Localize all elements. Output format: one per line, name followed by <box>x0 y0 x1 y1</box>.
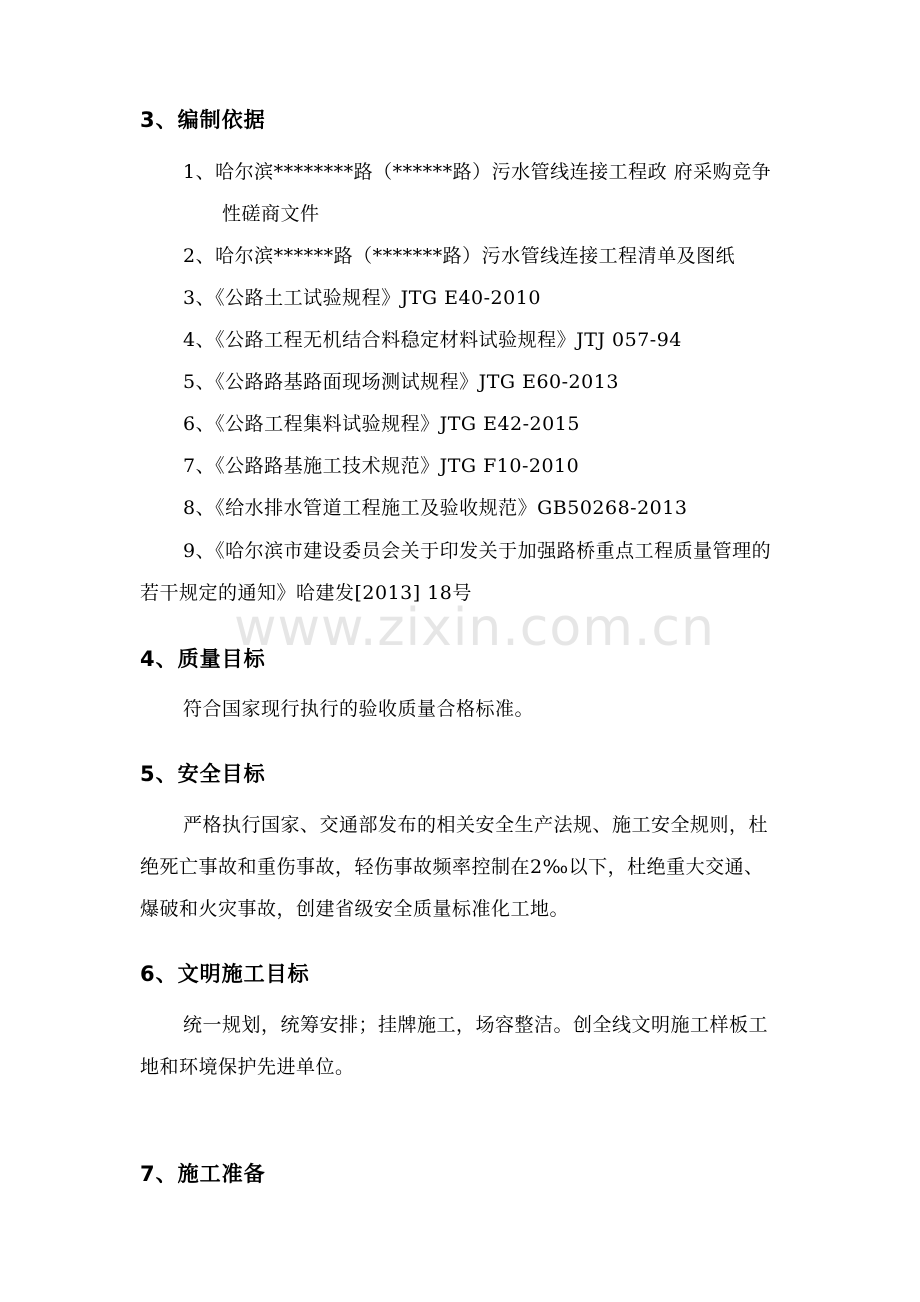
watermark: www.zixin.com.cn <box>234 598 715 658</box>
safety-text-line-3: 爆破和火灾事故，创建省级安全质量标准化工地。 <box>140 898 570 920</box>
section-heading-safety: 5、安全目标 <box>140 762 266 786</box>
basis-item-3: 3、《公路土工试验规程》JTG E40-2010 <box>183 287 541 309</box>
civilized-text-line-1: 统一规划，统筹安排；挂牌施工，场容整洁。创全线文明施工样板工 <box>183 1014 769 1036</box>
basis-item-5: 5、《公路路基路面现场测试规程》JTG E60-2013 <box>183 371 619 393</box>
safety-text-line-2: 绝死亡事故和重伤事故，轻伤事故频率控制在2‰以下，杜绝重大交通、 <box>140 856 764 878</box>
basis-item-7: 7、《公路路基施工技术规范》JTG F10-2010 <box>183 455 580 477</box>
basis-item-6: 6、《公路工程集料试验规程》JTG E42-2015 <box>183 413 580 435</box>
basis-item-1: 1、哈尔滨********路（******路）污水管线连接工程政 府采购竞争 <box>183 161 772 183</box>
section-heading-civilized: 6、文明施工目标 <box>140 962 310 986</box>
basis-item-8: 8、《给水排水管道工程施工及验收规范》GB50268-2013 <box>183 497 688 519</box>
section-heading-preparation: 7、施工准备 <box>140 1162 266 1186</box>
basis-item-9: 9、《哈尔滨市建设委员会关于印发关于加强路桥重点工程质量管理的 <box>183 540 772 562</box>
civilized-text-line-2: 地和环境保护先进单位。 <box>140 1056 355 1078</box>
basis-item-4: 4、《公路工程无机结合料稳定材料试验规程》JTJ 057-94 <box>183 329 682 351</box>
basis-item-2: 2、哈尔滨******路（*******路）污水管线连接工程清单及图纸 <box>183 245 736 267</box>
section-heading-basis: 3、编制依据 <box>140 108 266 132</box>
section-heading-quality: 4、质量目标 <box>140 647 266 671</box>
basis-item-1-continued: 性磋商文件 <box>222 203 320 225</box>
basis-item-9-continued: 若干规定的通知》哈建发[2013] 18号 <box>140 582 472 604</box>
safety-text-line-1: 严格执行国家、交通部发布的相关安全生产法规、施工安全规则，杜 <box>183 814 769 836</box>
quality-text: 符合国家现行执行的验收质量合格标准。 <box>183 698 535 720</box>
